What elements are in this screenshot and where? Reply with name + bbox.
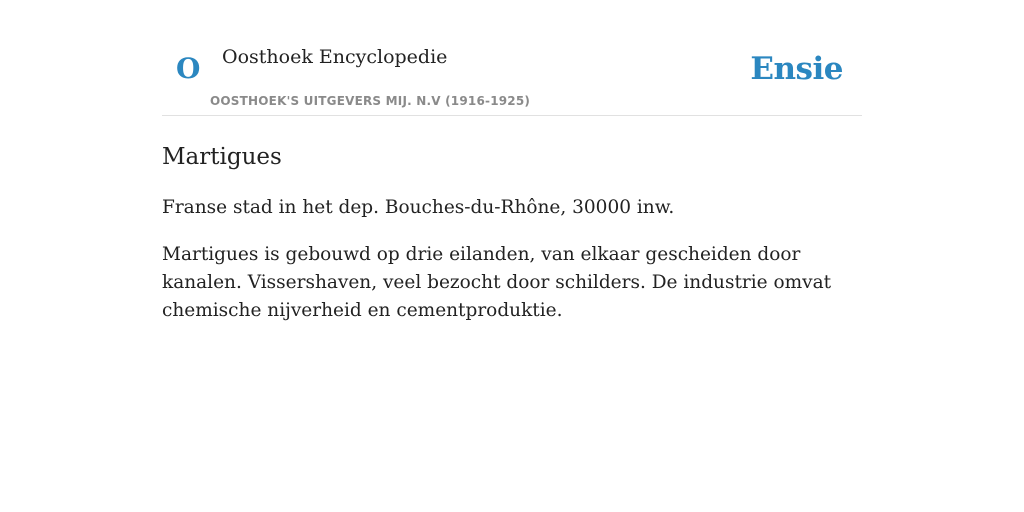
article-paragraph: Franse stad in het dep. Bouches-du-Rhône, 30000 inw.	[162, 197, 675, 218]
ensie-logo-link[interactable]: Ensie	[750, 51, 843, 87]
encyclopedia-title[interactable]: Oosthoek Encyclopedie	[222, 46, 448, 68]
site-header	[162, 0, 862, 116]
article-title: Martigues	[162, 144, 282, 170]
page-container	[162, 0, 862, 325]
article-body	[162, 142, 862, 325]
publisher-subtitle: OOSTHOEK'S UITGEVERS MIJ. N.V (1916-1925)	[210, 94, 531, 108]
encyclopedia-logo[interactable]: O	[176, 52, 201, 85]
article-paragraph: Martigues is gebouwd op drie eilanden, van elkaar gescheiden door kanalen. Vissershaven, veel bezocht door schilders. De industrie omvat chemische nijverheid en cementproduktie.	[162, 244, 832, 321]
